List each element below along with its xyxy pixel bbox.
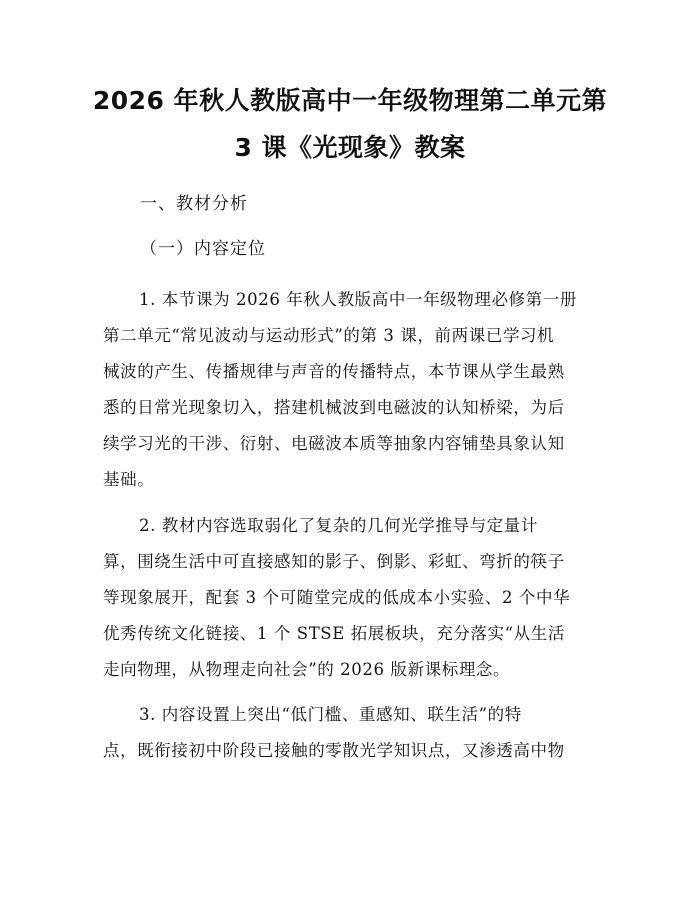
paragraph-2 xyxy=(103,508,599,688)
paragraph-line: 1. 本节课为 2026 年秋人教版高中一年级物理必修第一册 xyxy=(139,290,577,309)
paragraph-line: 基础。 xyxy=(103,470,155,489)
section-heading: 一、教材分析 xyxy=(140,194,248,214)
paragraph-line: 第二单元“常见波动与运动形式”的第 3 课，前两课已学习机 xyxy=(103,326,555,345)
paragraph-line: 优秀传统文化链接、1 个 STSE 拓展板块，充分落实“从生活 xyxy=(103,624,565,643)
paragraph-line: 3. 内容设置上突出“低门槛、重感知、联生活”的特 xyxy=(139,705,522,724)
paragraph-line: 点，既衔接初中阶段已接触的零散光学知识点，又渗透高中物 xyxy=(103,741,565,760)
document-title-line-2: 3 课《光现象》教案 xyxy=(234,133,466,162)
document-title-line-1: 2026 年秋人教版高中一年级物理第二单元第 xyxy=(92,86,608,115)
paragraph-1 xyxy=(103,282,599,498)
paragraph-line: 走向物理，从物理走向社会”的 2026 版新课标理念。 xyxy=(103,660,511,679)
paragraph-line: 续学习光的干涉、衍射、电磁波本质等抽象内容铺垫具象认知 xyxy=(103,434,565,453)
paragraph-line: 2. 教材内容选取弱化了复杂的几何光学推导与定量计 xyxy=(139,516,538,535)
paragraph-line: 算，围绕生活中可直接感知的影子、倒影、彩虹、弯折的筷子 xyxy=(103,552,565,571)
paragraph-line: 械波的产生、传播规律与声音的传播特点，本节课从学生最熟 xyxy=(103,362,565,381)
paragraph-line: 悉的日常光现象切入，搭建机械波到电磁波的认知桥梁，为后 xyxy=(103,398,565,417)
paragraph-3 xyxy=(103,697,599,769)
subsection-heading: （一）内容定位 xyxy=(140,239,266,259)
paragraph-line: 等现象展开，配套 3 个可随堂完成的低成本小实验、2 个中华 xyxy=(103,588,571,607)
